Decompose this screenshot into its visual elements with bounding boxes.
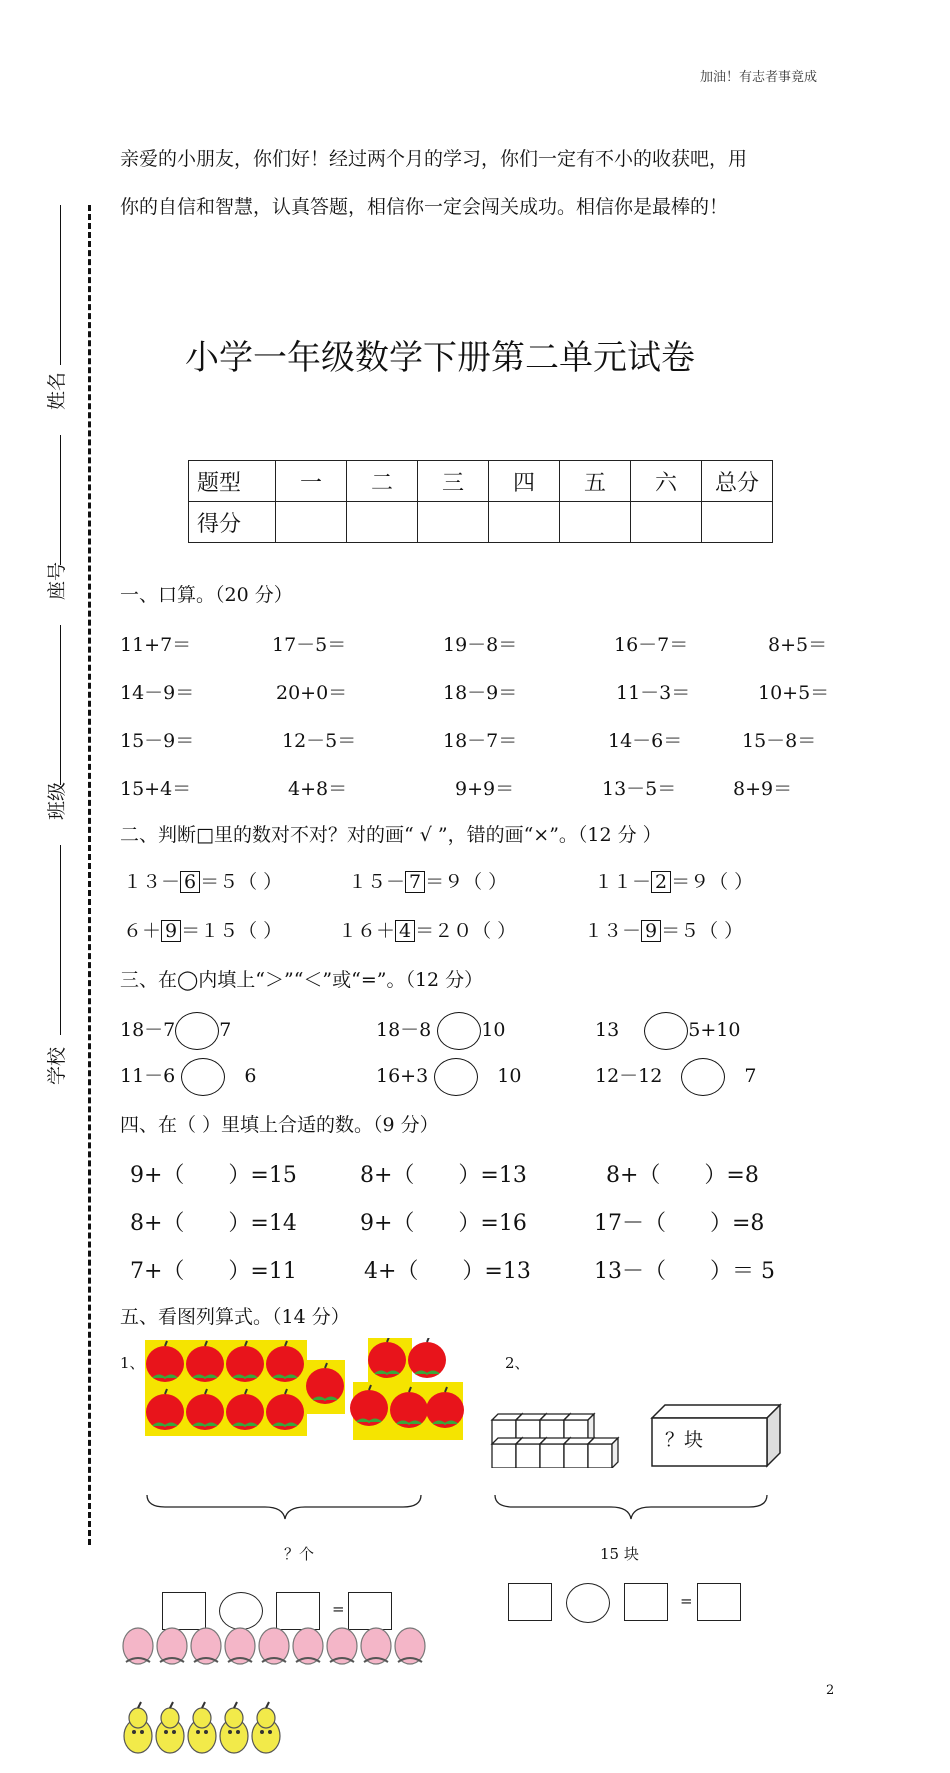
fill-item: 9+（ ）=15 bbox=[130, 1163, 297, 1188]
cube-icon bbox=[588, 1438, 618, 1468]
apple-body bbox=[226, 1394, 264, 1430]
fill-item: 8+（ ）=8 bbox=[606, 1163, 759, 1188]
apple-body bbox=[186, 1394, 224, 1430]
peach-icon bbox=[327, 1628, 357, 1664]
problem-1-question: ？个 bbox=[284, 1545, 315, 1563]
pear-stem bbox=[170, 1702, 173, 1708]
compare-item: 18－8 10 bbox=[376, 1012, 506, 1050]
apple-body bbox=[146, 1394, 184, 1430]
fill-item: 8+（ ）=14 bbox=[130, 1211, 297, 1236]
brace-right-path bbox=[495, 1495, 767, 1519]
binding-dashed-line bbox=[88, 205, 91, 1545]
intro-line-1: 亲爱的小朋友，你们好！经过两个月的学习，你们一定有不小的收获吧，用 bbox=[120, 148, 748, 170]
pear-top bbox=[193, 1708, 211, 1728]
side-label-school: 学校 bbox=[46, 1046, 68, 1085]
peaches-picture bbox=[122, 1622, 432, 1674]
compare-circle[interactable] bbox=[644, 1012, 688, 1050]
compare-circle[interactable] bbox=[437, 1012, 481, 1050]
cube-front bbox=[492, 1444, 516, 1468]
box-label: ？块 bbox=[665, 1429, 704, 1451]
judge-number-box: 2 bbox=[651, 871, 671, 893]
section-1-heading: 一、口算。（20 分） bbox=[120, 584, 293, 606]
peach-icon bbox=[395, 1628, 425, 1664]
fill-item: 8+（ ）=13 bbox=[360, 1163, 527, 1188]
pear-icon bbox=[188, 1702, 216, 1753]
page-number: 2 bbox=[826, 1683, 835, 1698]
peach-icon bbox=[191, 1628, 221, 1664]
pear-top bbox=[257, 1708, 275, 1728]
apple-icon bbox=[408, 1338, 446, 1378]
side-label-seat: 座号 bbox=[46, 561, 68, 600]
calc-item: 19－8＝ bbox=[443, 634, 518, 656]
apple-body bbox=[266, 1394, 304, 1430]
cube-front bbox=[564, 1444, 588, 1468]
score-col-4: 四 bbox=[489, 461, 560, 502]
apple-body bbox=[426, 1392, 464, 1428]
section-5-heading: 五、看图列算式。（14 分） bbox=[120, 1306, 350, 1328]
answer-box[interactable] bbox=[697, 1583, 741, 1621]
calc-item: 11+7＝ bbox=[120, 634, 192, 656]
problem-2-total: 15 块 bbox=[600, 1545, 639, 1563]
score-cell[interactable] bbox=[489, 502, 560, 543]
intro-line-2: 你的自信和智慧，认真答题，相信你一定会闯关成功。相信你是最棒的！ bbox=[120, 196, 729, 218]
brace-left bbox=[145, 1493, 425, 1523]
peach-icon bbox=[259, 1628, 289, 1664]
judge-item: １１－ 2 ＝９（ ） bbox=[594, 871, 754, 893]
pear-eye bbox=[140, 1730, 144, 1734]
calc-item: 9+9＝ bbox=[455, 778, 515, 800]
apple-body bbox=[368, 1342, 406, 1378]
compare-item: 13 5+10 bbox=[595, 1012, 740, 1050]
apple-body bbox=[186, 1346, 224, 1382]
pear-eye bbox=[268, 1730, 272, 1734]
apple-body bbox=[226, 1346, 264, 1382]
score-cell[interactable] bbox=[631, 502, 702, 543]
score-cell[interactable] bbox=[276, 502, 347, 543]
equals-sign: = bbox=[680, 1592, 693, 1610]
pear-eye bbox=[172, 1730, 176, 1734]
header-motto: 加油！有志者事竟成 bbox=[700, 70, 818, 85]
peach-icon bbox=[361, 1628, 391, 1664]
side-label-class: 班级 bbox=[46, 781, 68, 820]
compare-item: 11－6 6 bbox=[120, 1058, 256, 1096]
cube-side bbox=[612, 1438, 618, 1468]
equals-sign: = bbox=[332, 1600, 345, 1618]
compare-circle[interactable] bbox=[181, 1058, 225, 1096]
judge-number-box: 9 bbox=[161, 920, 181, 942]
side-label-name: 姓名 bbox=[46, 371, 68, 410]
calc-item: 8+9＝ bbox=[733, 778, 793, 800]
pear-stem bbox=[234, 1702, 237, 1708]
pear-eye bbox=[164, 1730, 168, 1734]
pear-stem bbox=[266, 1702, 269, 1708]
intro-text bbox=[120, 135, 840, 231]
pear-icon bbox=[252, 1702, 280, 1753]
score-cell[interactable] bbox=[418, 502, 489, 543]
calc-item: 14－9＝ bbox=[120, 682, 195, 704]
judge-number-box: 4 bbox=[395, 920, 415, 942]
judge-item: １３－ 6 ＝５（ ） bbox=[123, 871, 283, 893]
judge-item: ６＋ 9 ＝１５（ ） bbox=[123, 920, 283, 942]
apples-picture bbox=[145, 1338, 470, 1440]
cube-front bbox=[540, 1444, 564, 1468]
compare-item: 18－7 7 bbox=[120, 1012, 231, 1050]
pear-top bbox=[129, 1708, 147, 1728]
cube-front bbox=[588, 1444, 612, 1468]
apple-body bbox=[350, 1390, 388, 1426]
class-underline bbox=[60, 625, 61, 785]
calc-item: 15－9＝ bbox=[120, 730, 195, 752]
problem-1-number: 1、 bbox=[120, 1354, 145, 1372]
calc-item: 14－6＝ bbox=[608, 730, 683, 752]
score-col-5: 五 bbox=[560, 461, 631, 502]
answer-operator-circle[interactable] bbox=[566, 1583, 610, 1623]
score-col-3: 三 bbox=[418, 461, 489, 502]
score-col-2: 二 bbox=[347, 461, 418, 502]
brace-left-path bbox=[147, 1495, 421, 1519]
pears-picture bbox=[122, 1700, 292, 1758]
pear-stem bbox=[138, 1702, 141, 1708]
calc-item: 13－5＝ bbox=[602, 778, 677, 800]
calc-item: 18－7＝ bbox=[443, 730, 518, 752]
pear-top bbox=[225, 1708, 243, 1728]
judge-item: １５－ 7 ＝９（ ） bbox=[348, 871, 508, 893]
seat-underline bbox=[60, 435, 61, 565]
calc-item: 11－3＝ bbox=[616, 682, 691, 704]
score-cell[interactable] bbox=[347, 502, 418, 543]
pear-icon bbox=[220, 1702, 248, 1753]
calc-item: 8+5＝ bbox=[768, 634, 828, 656]
peach-icon bbox=[225, 1628, 255, 1664]
pear-eye bbox=[236, 1730, 240, 1734]
pear-icon bbox=[124, 1702, 152, 1753]
school-underline bbox=[60, 845, 61, 1035]
calc-item: 10+5＝ bbox=[758, 682, 830, 704]
judge-item: １６＋ 4 ＝２０（ ） bbox=[338, 920, 517, 942]
calc-item: 20+0＝ bbox=[276, 682, 348, 704]
judge-number-box: 6 bbox=[180, 871, 200, 893]
apple-body bbox=[408, 1342, 446, 1378]
compare-item: 12－12 7 bbox=[595, 1058, 756, 1096]
brace-right bbox=[493, 1493, 773, 1523]
judge-number-box: 9 bbox=[641, 920, 661, 942]
compare-item: 16+3 10 bbox=[376, 1058, 521, 1096]
score-col-type: 题型 bbox=[189, 461, 276, 502]
compare-circle[interactable] bbox=[434, 1058, 478, 1096]
fill-item: 13－（ ）＝ 5 bbox=[594, 1259, 775, 1284]
apple-stem bbox=[427, 1338, 429, 1342]
cube-front bbox=[516, 1444, 540, 1468]
fill-item: 4+（ ）=13 bbox=[364, 1259, 531, 1284]
cubes-picture bbox=[490, 1398, 790, 1468]
box-top bbox=[652, 1405, 780, 1418]
calc-item: 4+8＝ bbox=[288, 778, 348, 800]
score-col-1: 一 bbox=[276, 461, 347, 502]
compare-circle[interactable] bbox=[175, 1012, 219, 1050]
section-4-heading: 四、在（ ）里填上合适的数。（9 分） bbox=[120, 1114, 439, 1136]
score-table-score-row bbox=[189, 502, 773, 543]
pear-eye bbox=[204, 1730, 208, 1734]
score-cell[interactable] bbox=[702, 502, 773, 543]
calc-item: 15－8＝ bbox=[742, 730, 817, 752]
fill-item: 7+（ ）=11 bbox=[130, 1259, 297, 1284]
compare-circle[interactable] bbox=[681, 1058, 725, 1096]
page-title: 小学一年级数学下册第二单元试卷 bbox=[185, 338, 695, 378]
section-2-heading: 二、判断□里的数对不对？对的画“ √ ”，错的画“×”。（12 分 ） bbox=[120, 824, 662, 846]
section-3-heading: 三、在◯内填上“＞”“＜”或“=”。（12 分） bbox=[120, 969, 484, 991]
fill-item: 17－（ ）=8 bbox=[594, 1211, 765, 1236]
pear-top bbox=[161, 1708, 179, 1728]
calc-item: 18－9＝ bbox=[443, 682, 518, 704]
apple-body bbox=[390, 1392, 428, 1428]
answer-box[interactable] bbox=[508, 1583, 552, 1621]
judge-item: １３－ 9 ＝５（ ） bbox=[584, 920, 744, 942]
score-col-total: 总分 bbox=[702, 461, 773, 502]
problem-2-number: 2、 bbox=[505, 1354, 530, 1372]
calc-item: 16－7＝ bbox=[614, 634, 689, 656]
pear-eye bbox=[196, 1730, 200, 1734]
pear-eye bbox=[132, 1730, 136, 1734]
score-row-label: 得分 bbox=[189, 502, 276, 543]
pear-eye bbox=[228, 1730, 232, 1734]
calc-item: 15+4＝ bbox=[120, 778, 192, 800]
peach-icon bbox=[157, 1628, 187, 1664]
score-col-6: 六 bbox=[631, 461, 702, 502]
peach-icon bbox=[293, 1628, 323, 1664]
answer-box[interactable] bbox=[624, 1583, 668, 1621]
pear-stem bbox=[202, 1702, 205, 1708]
calc-item: 12－5＝ bbox=[282, 730, 357, 752]
apple-body bbox=[306, 1368, 344, 1404]
pear-icon bbox=[156, 1702, 184, 1753]
fill-item: 9+（ ）=16 bbox=[360, 1211, 527, 1236]
apple-body bbox=[266, 1346, 304, 1382]
apple-body bbox=[146, 1346, 184, 1382]
score-cell[interactable] bbox=[560, 502, 631, 543]
score-table bbox=[188, 460, 773, 543]
pear-eye bbox=[260, 1730, 264, 1734]
score-table-header-row bbox=[189, 461, 773, 502]
calc-item: 17－5＝ bbox=[272, 634, 347, 656]
judge-number-box: 7 bbox=[405, 871, 425, 893]
peach-icon bbox=[123, 1628, 153, 1664]
